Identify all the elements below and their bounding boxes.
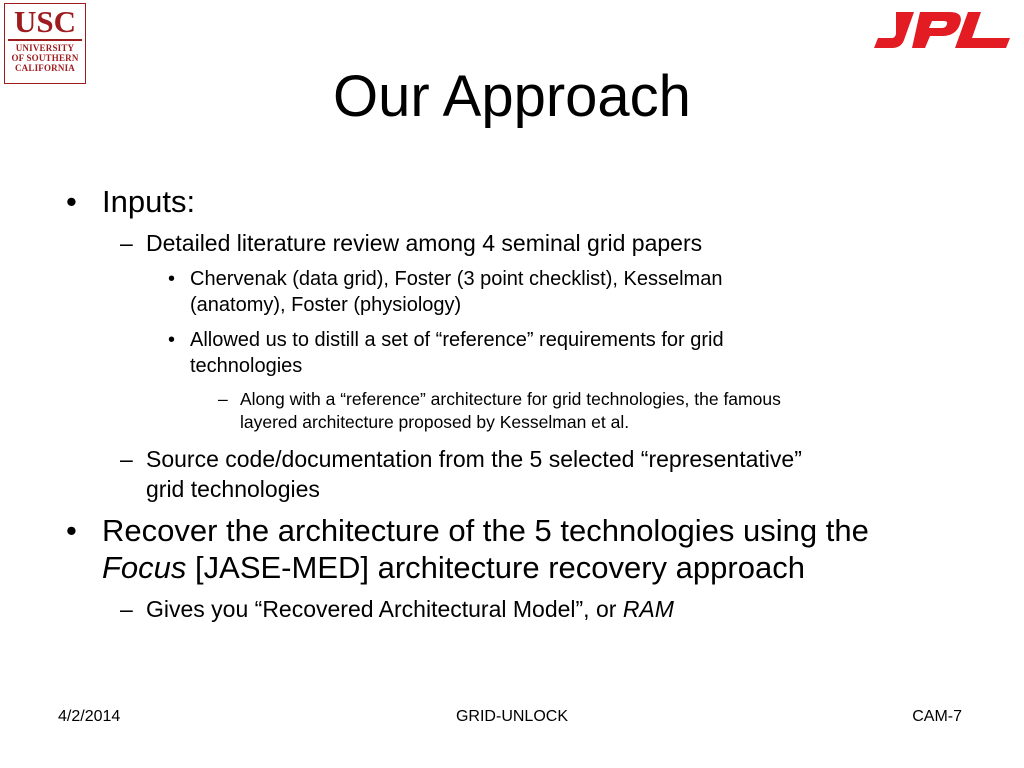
bullet-recover-line2 (102, 549, 805, 587)
fourth-bullet-architecture-line1: Along with a “reference” architecture for grid technologies, the famous (240, 389, 781, 409)
sub-bullet-marker: – (120, 230, 133, 256)
usc-logo-abbr: USC (13, 4, 76, 39)
focus-term: Focus (102, 550, 187, 585)
bullet-recover-line1: Recover the architecture of the 5 technologies using the (102, 513, 869, 548)
bullet-inputs: Inputs: (102, 184, 196, 219)
third-bullet-marker: • (168, 268, 176, 290)
jpl-logo (870, 6, 1016, 56)
usc-logo-line2: OF SOUTHERN (11, 53, 79, 63)
footer-page-number: CAM-7 (912, 708, 962, 725)
third-bullet-papers-line1: Chervenak (data grid), Foster (3 point checklist), Kesselman (190, 268, 723, 290)
sub-bullet-marker: – (120, 446, 133, 472)
third-bullet-requirements-line2: technologies (190, 355, 303, 377)
jpl-logo-text: JPL (942, 36, 944, 37)
fourth-bullet-architecture-line2: layered architecture proposed by Kesselman et al. (240, 412, 630, 432)
sub-bullet-source-code-line2: grid technologies (146, 476, 320, 502)
usc-logo-line3: CALIFORNIA (14, 63, 75, 73)
footer-title: GRID-UNLOCK (455, 708, 568, 725)
bullet-recover-line2-rest: [JASE-MED] architecture recovery approach (186, 550, 805, 585)
footer-date: 4/2/2014 (58, 708, 121, 725)
third-bullet-marker: • (168, 329, 176, 351)
fourth-bullet-marker: – (218, 389, 228, 409)
sub-bullet-source-code-line1: Source code/documentation from the 5 selected “representative” (146, 446, 802, 472)
sub-bullet-ram (146, 594, 674, 624)
sub-bullet-marker: – (120, 596, 133, 622)
bullet-marker: • (66, 513, 77, 548)
slide-title: Our Approach (333, 64, 691, 129)
ram-term: RAM (622, 596, 674, 622)
sub-bullet-literature-review: Detailed literature review among 4 seminal grid papers (146, 230, 703, 256)
sub-bullet-ram-prefix: Gives you “Recovered Architectural Model”, or (146, 596, 623, 622)
third-bullet-papers-line2: (anatomy), Foster (physiology) (190, 294, 462, 316)
usc-logo-line1: UNIVERSITY (15, 43, 75, 53)
usc-logo-rule (8, 39, 82, 41)
third-bullet-requirements-line1: Allowed us to distill a set of “reference” requirements for grid (190, 329, 724, 351)
bullet-marker: • (66, 184, 77, 219)
jpl-logo-letters (874, 12, 1010, 48)
